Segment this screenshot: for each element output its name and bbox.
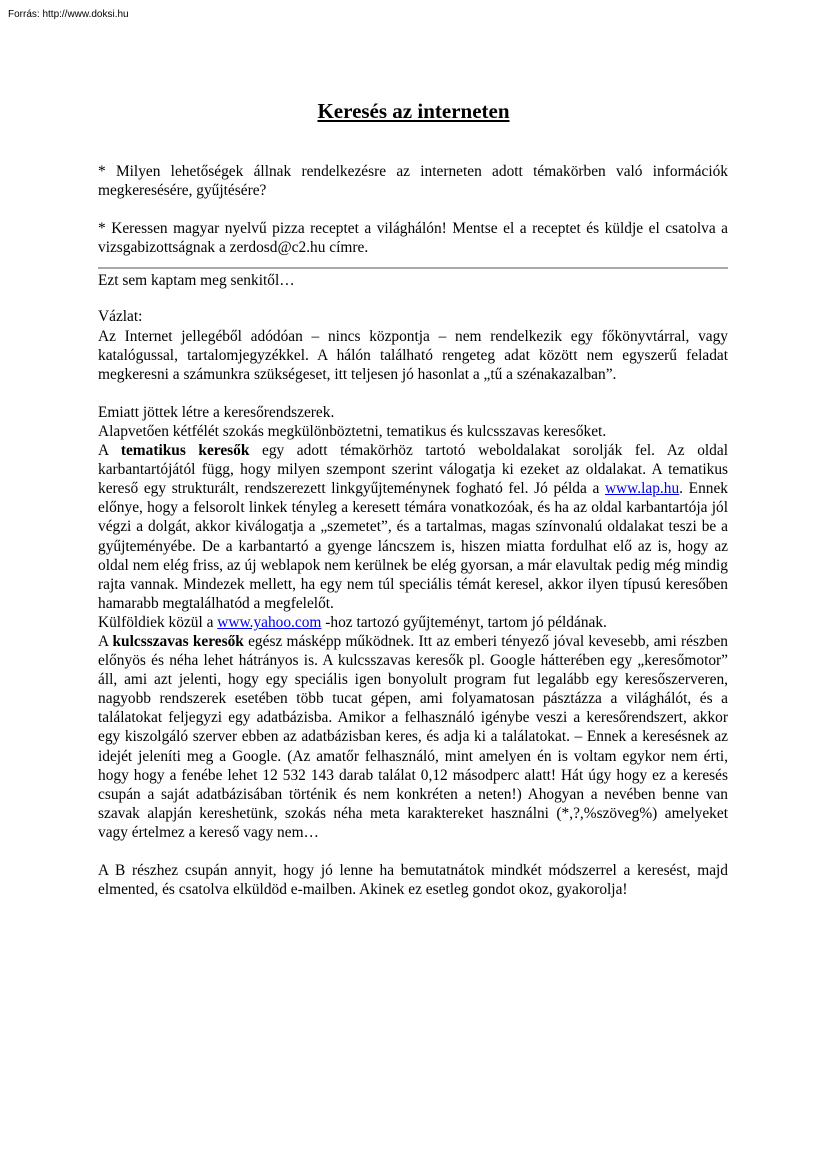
question-1: * Milyen lehetőségek állnak rendelkezésre az interneten adott témakörben való információk megkeresésére, gyűjtésére? xyxy=(98,163,728,200)
kulcsszavas-pre: A xyxy=(98,632,113,650)
intro-paragraph: Az Internet jellegéből adódóan – nincs központja – nem rendelkezik egy főkönyvtárral, vagy katalógussal, tartalomjegyzékkel. A hálón található rengeteg adat között nem egyszerű feladat megkeresni a számunkra szükségeset, itt teljesen jó hasonlat a „tű a szénakazalban”. xyxy=(98,327,728,383)
kulcsszavas-paragraph xyxy=(98,632,728,842)
lap-hu-link[interactable]: www.lap.hu xyxy=(604,480,680,498)
alapvetoen-line: Alapvetően kétfélét szokás megkülönböztetni, tematikus és kulcsszavas keresőket. xyxy=(98,422,607,440)
yahoo-link[interactable]: www.yahoo.com xyxy=(217,613,322,631)
kulcsszavas-text: egész másképp működnek. Itt az emberi tényező jóval kevesebb, ami részben előnyös és néha lehet hátrányos is. A kulcsszavas keresők pl. Google hátterében egy „keresőmotor” áll, ami azt jelenti, hogy egy speciális igen bonyolult program fut legalább egy keresőszerveren, nagyobb rendszerek esetében több tucat gépen, ami folyamatosan pásztázza a világhálót, és a találatokat feljegyzi egy adatbázisba. Amikor a felhasználó igénybe veszi a keresőrendszert, akkor egy kiszolgáló szerver ebben az adatbázisban keres, és adja ki a találatokat. – Ennek a keresésnek az idejét jeleníti meg a Google. (Az amatőr felhasználó, mint amelyen én is voltam egykor nem érti, hogy hogy a fenébe lehet 12 532 143 darab találat 0,12 másodperc alatt! Hát úgy hogy ez a keresés csupán a saját adatbázisában történik és nem konkréten a neten!) Ahogyan a nevében benne van szavak alapján kereshetünk, szokás néha meta karaktereket használni (*,?,%szöveg%) amelyeket vagy értelmez a kereső vagy nem… xyxy=(98,632,728,841)
document-body xyxy=(98,162,728,899)
question-2: * Keressen magyar nyelvű pizza receptet a világhálón! Mentse el a receptet és küldje el csatolva a vizsgabizottságnak a zerdosd@c2.hu címre. xyxy=(98,220,728,257)
kulfoldiek-post: -hoz tartozó gyűjteményt, tartom jó példának. xyxy=(321,613,607,631)
tematikus-bold-term: tematikus keresők xyxy=(120,442,250,460)
closing-paragraph: A B részhez csupán annyit, hogy jó lenne ha bemutatnátok mindkét módszerrel a keresést, majd elmented, és csatolva elküldöd e-mailben. Akinek ez esetleg gondot okoz, gyakorolja! xyxy=(98,862,728,899)
kulfoldiek-line xyxy=(98,613,728,632)
kulcsszavas-bold-term: kulcsszavas keresők xyxy=(112,632,244,650)
vazlat-label: Vázlat: xyxy=(98,308,143,326)
source-header: Forrás: http://www.doksi.hu xyxy=(8,9,129,20)
note-line: Ezt sem kaptam meg senkitől… xyxy=(98,272,295,290)
page-title: Keresés az interneten xyxy=(317,99,510,123)
tematikus-text-2: . Ennek előnye, hogy a felsorolt linkek tényleg a keresett témára vonatkozóak, és ha az oldal karbantartója jól végzi a dolgát, akkor kiválogatja a „szemetet”, és a tartalmas, magas színvonalú oldalakat teszi be a gyűjteményébe. De a karbantartó a gyenge láncszem is, hiszen miatta fordulhat elő az is, hogy az oldal nem elég friss, az új weblapok nem kerülnek be elég gyorsan, a már elavultak pedig még mindig rajta vannak. Mindezek mellett, ha egy nem túl speciális témát keresel, akkor ilyen típusú keresőben hamarabb megtalálhatód a megfelelőt. xyxy=(98,480,728,612)
tematikus-paragraph xyxy=(98,441,728,613)
tematikus-pre: A xyxy=(98,442,121,460)
horizontal-divider xyxy=(98,267,728,269)
tematikus-text-1: egy adott témakörhöz tartotó weboldalakat sorolják fel. Az oldal karbantartójától függ, hogy milyen szempont szerint válogatja ki ezeket az oldalakat. A tematikus kereső egy strukturált, rendszerezett linkgyűjteménynek fogható fel. Jó példa a xyxy=(98,442,728,498)
emiatt-line: Emiatt jöttek létre a keresőrendszerek. xyxy=(98,403,335,421)
kulfoldiek-pre: Külföldiek közül a xyxy=(98,613,218,631)
